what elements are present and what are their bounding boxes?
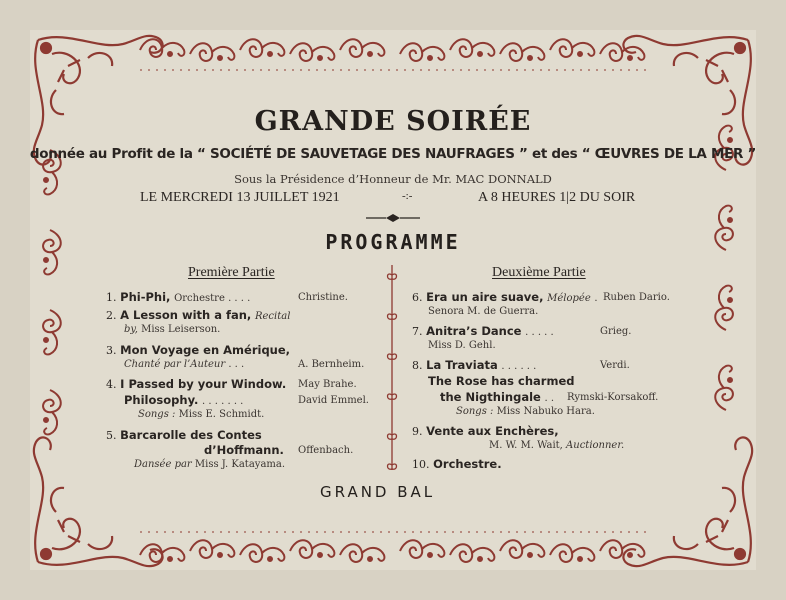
list-item: 7. Anitra’s Dance . . . . . bbox=[412, 324, 554, 338]
credit: A. Bernheim. bbox=[298, 359, 365, 370]
grand-bal-footer: GRAND BAL bbox=[320, 483, 436, 501]
list-item: 10. Orchestre. bbox=[412, 457, 502, 471]
list-item: 8. La Traviata . . . . . . bbox=[412, 358, 537, 372]
list-item: Philosophy. . . . . . . . bbox=[124, 393, 244, 407]
performer: Chanté par l’Auteur . . . bbox=[124, 359, 245, 370]
credit: Verdi. bbox=[600, 360, 630, 371]
presidence-line: Sous la Présidence d’Honneur de Mr. MAC DONNALD bbox=[234, 172, 552, 186]
event-date: LE MERCREDI 13 JUILLET 1921 bbox=[140, 190, 340, 205]
list-item: d’Hoffmann. bbox=[204, 443, 284, 457]
credit: Grieg. bbox=[600, 326, 632, 337]
performer: Senora M. de Guerra. bbox=[428, 306, 539, 317]
credit: Offenbach. bbox=[298, 445, 354, 456]
list-item: 4. I Passed by your Window. bbox=[106, 377, 287, 391]
event-subtitle: donnée au Profit de la “ SOCIÉTÉ DE SAUVETAGE DES NAUFRAGES ” et des “ ŒUVRES DE LA MER ” bbox=[29, 146, 757, 162]
programme-heading: PROGRAMME bbox=[325, 230, 461, 254]
part1-heading: Première Partie bbox=[188, 265, 275, 280]
list-item: 3. Mon Voyage en Amérique, bbox=[106, 343, 291, 357]
performer: Dansée par Miss J. Katayama. bbox=[134, 459, 286, 470]
vine-rule-icon bbox=[385, 265, 399, 470]
credit: David Emmel. bbox=[298, 395, 369, 406]
performer: M. W. M. Wait, Auctionner. bbox=[489, 440, 625, 451]
list-item: 6. Era un aire suave, Mélopée . bbox=[412, 290, 598, 304]
date-separator: -:- bbox=[402, 190, 413, 202]
list-item: 1. Phi-Phi, Orchestre . . . . bbox=[106, 290, 251, 304]
credit: Christine. bbox=[298, 292, 348, 303]
event-time: A 8 HEURES 1|2 DU SOIR bbox=[478, 190, 636, 205]
list-item: The Rose has charmed bbox=[428, 374, 575, 388]
list-item: 5. Barcarolle des Contes bbox=[106, 428, 262, 442]
credit: May Brahe. bbox=[298, 379, 357, 390]
performer: Songs : Miss Nabuko Hara. bbox=[456, 406, 595, 417]
fleuron-divider-icon bbox=[366, 213, 420, 223]
credit: Ruben Dario. bbox=[603, 292, 670, 303]
list-item: the Nigthingale . . bbox=[440, 390, 555, 404]
performer: Miss D. Gehl. bbox=[428, 340, 496, 351]
list-item: 2. A Lesson with a fan, Recital bbox=[106, 308, 291, 322]
performer: by, Miss Leiserson. bbox=[124, 324, 221, 335]
part2-heading: Deuxième Partie bbox=[492, 265, 586, 280]
list-item: 9. Vente aux Enchères, bbox=[412, 424, 559, 438]
performer: Songs : Miss E. Schmidt. bbox=[138, 409, 265, 420]
credit: Rymski-Korsakoff. bbox=[567, 392, 659, 403]
event-title: GRANDE SOIRÉE bbox=[254, 106, 532, 137]
